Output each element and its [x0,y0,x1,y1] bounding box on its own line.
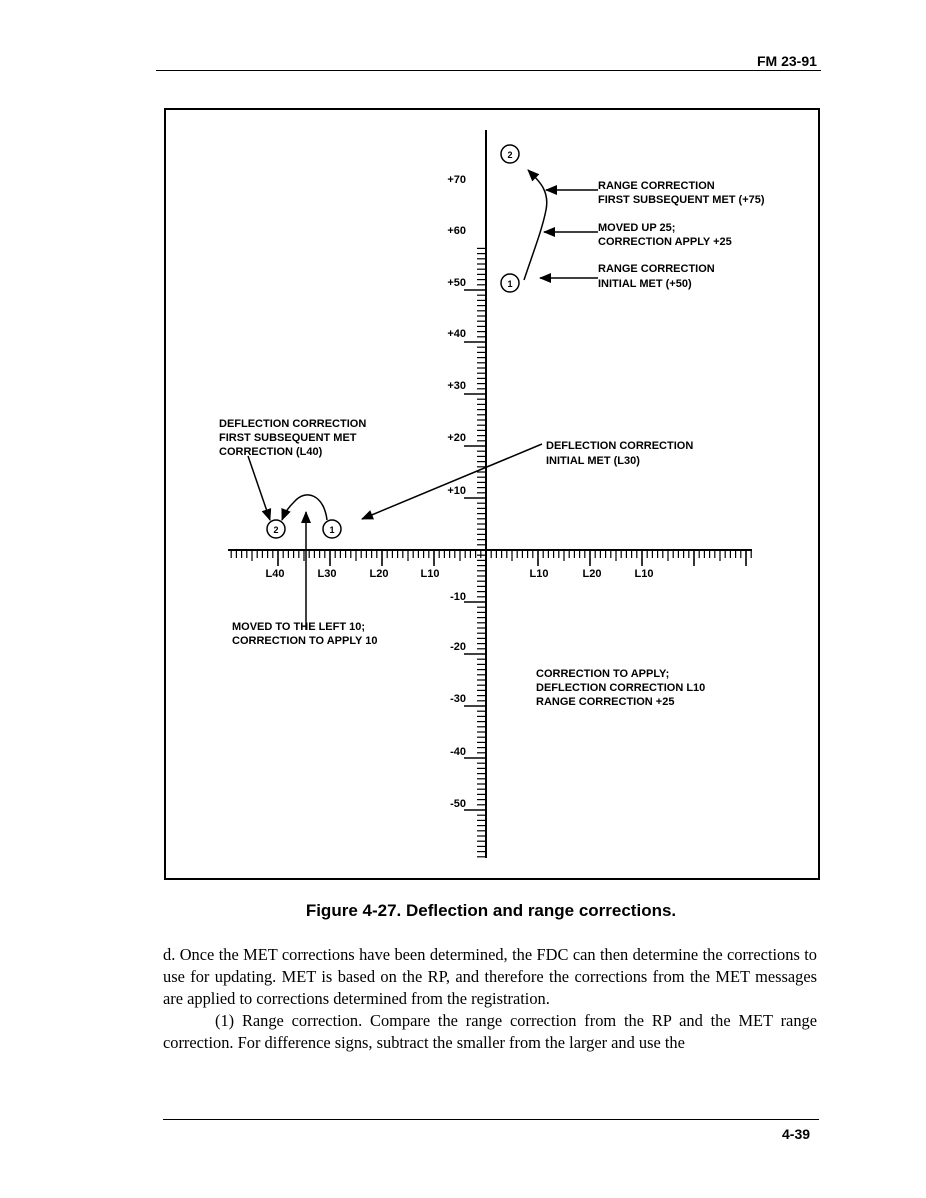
h-label-l20-right: L20 [582,568,602,580]
note-range-initial-1: RANGE CORRECTION [598,263,715,275]
note-apply-3: RANGE CORRECTION +25 [536,696,675,708]
note-range-initial-2: INITIAL MET (+50) [598,278,692,290]
v-label-minus30: -30 [450,693,466,705]
svg-text:1: 1 [507,279,513,289]
v-label-plus70: +70 [447,174,466,186]
note-apply-2: DEFLECTION CORRECTION L10 [536,682,706,694]
paragraph-d: d. Once the MET corrections have been determined, the FDC can then determine the corrections to use for updating. MET is based on the RP, and therefore the corrections from the MET messages are applied to corrections determined from the registration. [163,945,817,1008]
h-label-l10-far-right: L10 [634,568,654,580]
figure-caption: Figure 4-27. Deflection and range corrections. [305,901,677,920]
deflection-move-curve [282,495,327,520]
svg-text:1: 1 [329,525,335,535]
h-label-l20: L20 [369,568,389,580]
point-range-second [501,145,519,163]
h-label-l30: L30 [317,568,337,580]
h-label-l10-right: L10 [529,568,549,580]
note-defl-first-3: CORRECTION (L40) [219,446,323,458]
v-label-plus40: +40 [447,328,466,340]
note-moved-up-2: CORRECTION APPLY +25 [598,236,732,248]
point-deflection-first [323,520,341,538]
paragraph-range-correction: (1) Range correction. Compare the range correction from the RP and the MET range correction. For difference signs, subtract the smaller from the larger and use the [163,1011,817,1052]
page-number: 4-39 [782,1126,811,1142]
v-label-plus10: +10 [447,485,466,497]
header-rule [156,70,821,71]
correction-diagram [166,110,818,878]
h-label-l40: L40 [265,568,285,580]
arrow-deflection-first [248,456,270,520]
note-moved-left-1: MOVED TO THE LEFT 10; [232,621,366,633]
range-move-curve [524,170,547,280]
point-range-first [501,274,519,292]
note-apply-1: CORRECTION TO APPLY; [536,668,670,680]
v-label-plus50: +50 [447,277,466,289]
note-defl-initial-2: INITIAL MET (L30) [546,455,640,467]
note-defl-first-2: FIRST SUBSEQUENT MET [219,432,357,444]
body-text [163,944,817,1054]
v-label-plus30: +30 [447,380,466,392]
v-label-plus20: +20 [447,432,466,444]
figure-frame [164,108,820,880]
v-label-minus40: -40 [450,746,466,758]
note-moved-left-2: CORRECTION TO APPLY 10 [232,635,378,647]
svg-text:2: 2 [273,525,279,535]
note-moved-up-1: MOVED UP 25; [598,222,676,234]
note-range-first-2: FIRST SUBSEQUENT MET (+75) [598,194,765,206]
note-defl-first-1: DEFLECTION CORRECTION [219,418,367,430]
point-deflection-second [267,520,285,538]
v-label-plus60: +60 [447,225,466,237]
v-label-minus20: -20 [450,641,466,653]
v-label-minus50: -50 [450,798,466,810]
svg-text:2: 2 [507,150,513,160]
arrow-deflection-initial [362,444,542,519]
note-range-first-1: RANGE CORRECTION [598,180,715,192]
note-defl-initial-1: DEFLECTION CORRECTION [546,440,694,452]
h-label-l10-left: L10 [420,568,440,580]
v-label-minus10: -10 [450,591,466,603]
document-id: FM 23-91 [757,53,817,69]
footer-rule [163,1119,819,1120]
horizontal-ticks [231,550,751,566]
